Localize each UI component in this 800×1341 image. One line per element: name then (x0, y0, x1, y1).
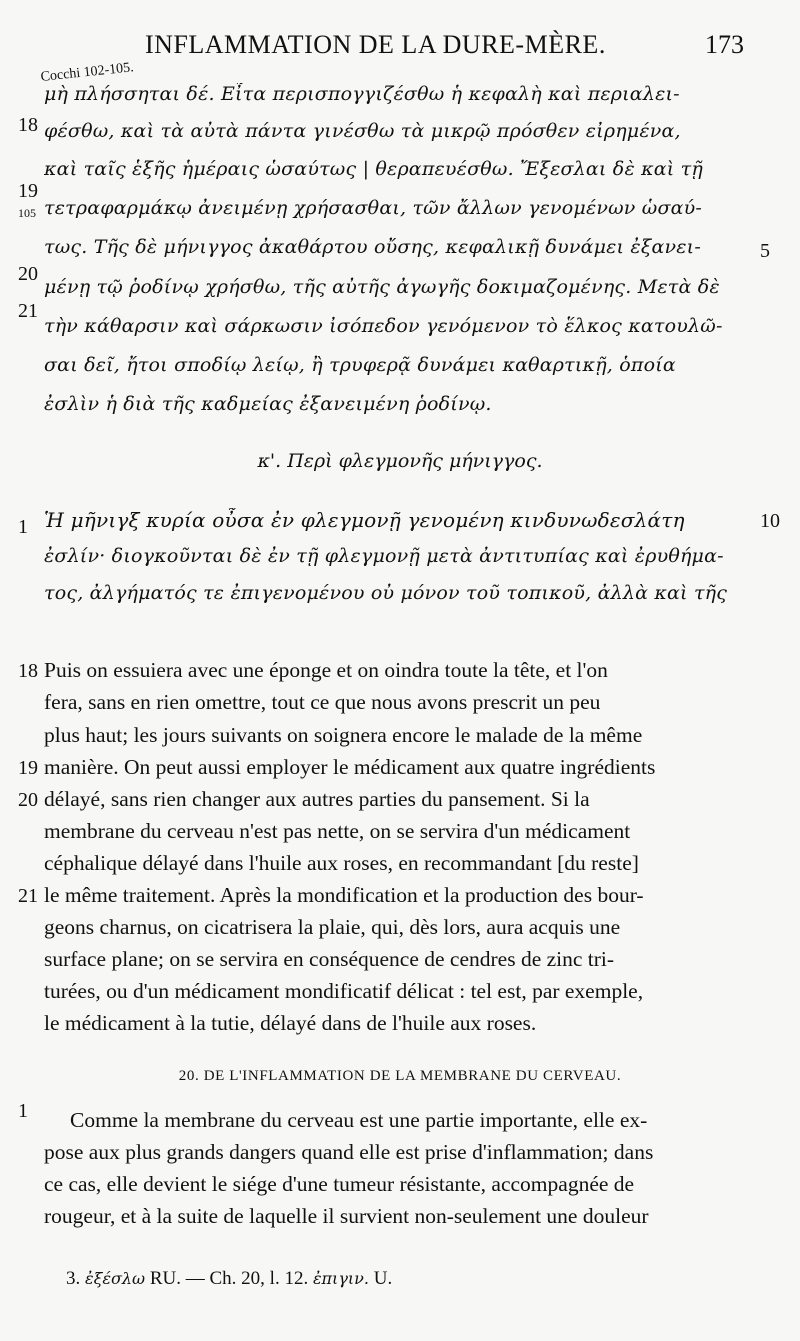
greek-section-heading: κ'. Περὶ φλεγμονῆς μήνιγγος. (257, 450, 543, 472)
greek-line: μένῃ τῷ ῥοδίνῳ χρήσθω, τῆς αὐτῆς ἀγωγῆς δοκιμαζομένης. Μετὰ δὲ (44, 276, 720, 298)
french-line: délayé, sans rien changer aux autres parties du pansement. Si la (44, 787, 590, 811)
greek-line: σαι δεῖ, ἤτοι σποδίῳ λείῳ, ἢ τρυφερᾷ δυνάμει καθαρτικῇ, ὁποία (44, 354, 676, 376)
french-line: le même traitement. Après la mondification et la production des bour- (44, 883, 644, 907)
french-line: fera, sans en rien omettre, tout ce que nous avons prescrit un peu (44, 690, 601, 714)
french-line: le médicament à la tutie, délayé dans de l'huile aux roses. (44, 1011, 537, 1035)
line-number: 21 (18, 300, 38, 322)
line-number: 105 (18, 206, 36, 220)
line-number: 1 (18, 516, 28, 538)
line-number: 19 (18, 757, 38, 779)
right-line-number: 5 (760, 240, 770, 262)
french-line: membrane du cerveau n'est pas nette, on se servira d'un médicament (44, 819, 631, 843)
running-title: INFLAMMATION DE LA DURE-MÈRE. (145, 30, 606, 59)
line-number: 20 (18, 263, 38, 285)
greek-line: τως. Τῆς δὲ μήνιγγος ἀκαθάρτου οὔσης, κεφαλικῇ δυνάμει ἐξανει- (44, 236, 701, 258)
french-line: pose aux plus grands dangers quand elle est prise d'inflammation; dans (44, 1140, 654, 1164)
french-section-heading: 20. DE L'INFLAMMATION DE LA MEMBRANE DU CERVEAU. (178, 1068, 622, 1084)
line-number: 18 (18, 114, 38, 136)
right-line-number: 10 (760, 510, 780, 532)
footnote-greek: ἐξέσλω (85, 1269, 146, 1288)
footnote-text: RU. — Ch. 20, l. 12. (149, 1268, 309, 1289)
french-line: Puis on essuiera avec une éponge et on oindra toute la tête, et l'on (44, 658, 608, 682)
footnote-greek-2: ἐπιγιν. (312, 1269, 369, 1288)
footnote-number: 3. (66, 1268, 81, 1289)
greek-line: ἐσλίν· διογκοῦνται δὲ ἐν τῇ φλεγμονῇ μετὰ ἀντιτυπίας καὶ ἐρυθήμα- (44, 545, 724, 567)
french-line: geons charnus, on cicatrisera la plaie, qui, dès lors, aura acquis une (44, 915, 621, 939)
french-line: céphalique délayé dans l'huile aux roses, en recommandant [du reste] (44, 851, 639, 875)
line-number: 18 (18, 660, 38, 682)
greek-line: μὴ πλήσσηται δέ. Εἶτα περισπογγιζέσθω ἡ κεφαλὴ καὶ περιαλει- (44, 83, 680, 105)
french-line: manière. On peut aussi employer le médicament aux quatre ingrédients (44, 755, 656, 779)
greek-line: Ἡ μῆνιγξ κυρία οὖσα ἐν φλεγμονῇ γενομένη κινδυνωδεσλάτη (44, 508, 685, 532)
french-line: surface plane; on se servira en conséquence de cendres de zinc tri- (44, 947, 615, 971)
greek-line: τος, ἀλγήματός τε ἐπιγενομένου οὐ μόνον τοῦ τοπικοῦ, ἀλλὰ καὶ τῆς (44, 582, 728, 604)
greek-line: τὴν κάθαρσιν καὶ σάρκωσιν ἰσόπεδον γενόμενον τὸ ἕλκος κατουλῶ- (44, 315, 723, 337)
page-number: 173 (705, 30, 744, 59)
french-line: plus haut; les jours suivants on soignera encore le malade de la même (44, 723, 643, 747)
footnote-suffix: U. (373, 1268, 393, 1289)
french-line: rougeur, et à la suite de laquelle il survient non-seulement une douleur (44, 1204, 649, 1228)
greek-line: ἐσλὶν ἡ διὰ τῆς καδμείας ἐξανειμένη ῥοδίνῳ. (44, 393, 492, 415)
line-number: 20 (18, 789, 38, 811)
greek-line: φέσθω, καὶ τὰ αὐτὰ πάντα γινέσθω τὰ μικρῷ πρόσθεν εἰρημένα, (44, 120, 681, 142)
french-line: Comme la membrane du cerveau est une partie importante, elle ex- (70, 1108, 648, 1132)
margin-reference: Cocchi 102-105. (40, 60, 135, 85)
french-line: ce cas, elle devient le siége d'une tumeur résistante, accompagnée de (44, 1172, 635, 1196)
line-number: 21 (18, 885, 38, 907)
line-number: 1 (18, 1100, 28, 1122)
french-line: turées, ou d'un médicament mondificatif délicat : tel est, par exemple, (44, 979, 644, 1003)
greek-line: τετραφαρμάκῳ ἀνειμένῃ χρήσασθαι, τῶν ἄλλων γενομένων ὡσαύ- (44, 197, 703, 219)
greek-line: καὶ ταῖς ἑξῆς ἡμέραις ὡσαύτως | θεραπευέσθω. Ἔξεσλαι δὲ καὶ τῇ (44, 158, 703, 180)
running-header (0, 30, 800, 62)
footnote (66, 1268, 392, 1290)
line-number: 19 (18, 180, 38, 202)
